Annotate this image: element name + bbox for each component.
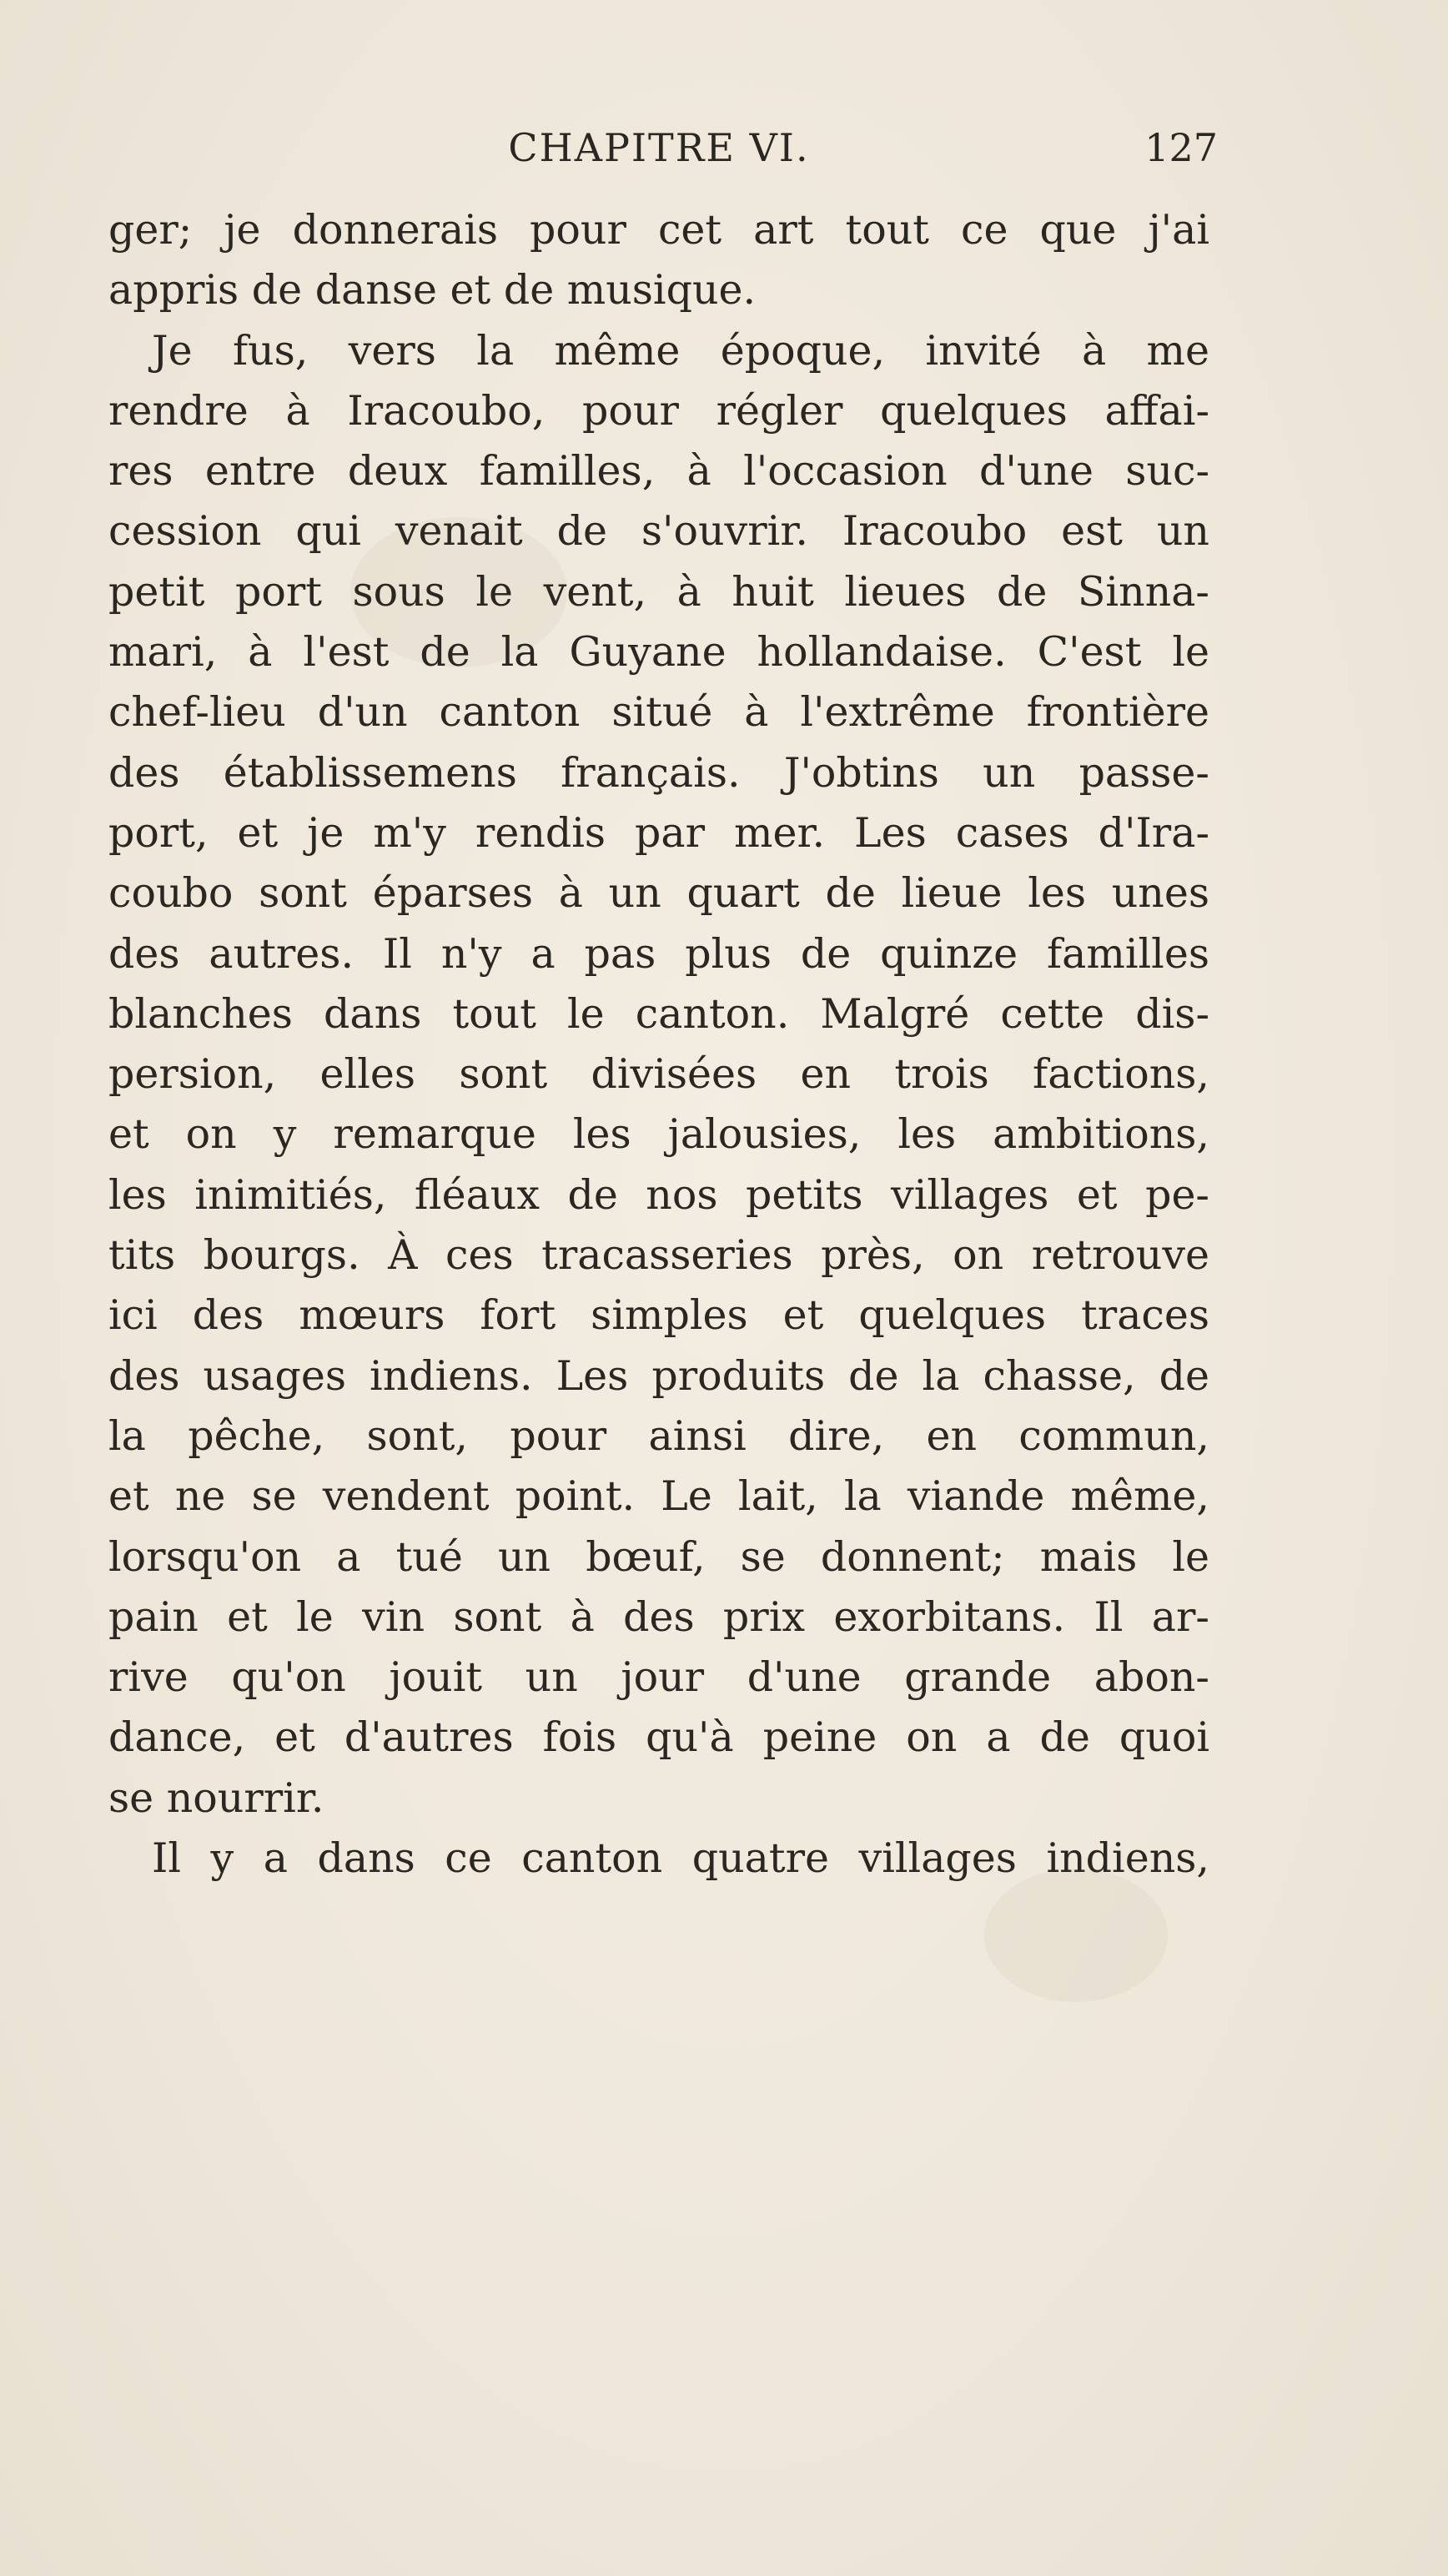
text-line: appris de danse et de musique. bbox=[108, 266, 757, 314]
text-line: chef-lieu d'un canton situé à l'extrême frontière bbox=[108, 688, 1209, 737]
text-line: des établissemens français. J'obtins un passe- bbox=[108, 748, 1209, 797]
text-line: la pêche, sont, pour ainsi dire, en commun, bbox=[108, 1411, 1209, 1460]
text-line: dance, et d'autres fois qu'à peine on a de quoi bbox=[108, 1713, 1209, 1762]
paragraph-first-line: Je fus, vers la même époque, invité à me bbox=[152, 326, 1209, 375]
text-line: des autres. Il n'y a pas plus de quinze familles bbox=[108, 929, 1209, 978]
text-line: cession qui venait de s'ouvrir. Iracoubo est un bbox=[108, 507, 1209, 556]
page-number: 127 bbox=[1144, 125, 1218, 170]
text-line: tits bourgs. À ces tracasseries près, on retrouve bbox=[108, 1231, 1209, 1280]
page-header bbox=[100, 125, 1218, 184]
text-line: rive qu'on jouit un jour d'une grande abon- bbox=[108, 1653, 1209, 1702]
body-text bbox=[108, 200, 1209, 1889]
text-line: coubo sont éparses à un quart de lieue les unes bbox=[108, 869, 1209, 918]
text-line: petit port sous le vent, à huit lieues de Sinna- bbox=[108, 567, 1209, 616]
text-line: et ne se vendent point. Le lait, la viande même, bbox=[108, 1472, 1209, 1521]
text-line: des usages indiens. Les produits de la chasse, de bbox=[108, 1351, 1209, 1400]
text-line: ici des mœurs fort simples et quelques traces bbox=[108, 1291, 1209, 1340]
text-line: persion, elles sont divisées en trois factions, bbox=[108, 1050, 1209, 1099]
text-line: rendre à Iracoubo, pour régler quelques affai- bbox=[108, 386, 1209, 435]
text-line: mari, à l'est de la Guyane hollandaise. C'est le bbox=[108, 628, 1209, 677]
text-line: ger; je donnerais pour cet art tout ce que j'ai bbox=[108, 206, 1209, 254]
text-line: port, et je m'y rendis par mer. Les cases d'Ira- bbox=[108, 808, 1209, 857]
text-line: et on y remarque les jalousies, les ambitions, bbox=[108, 1110, 1209, 1159]
text-line: lorsqu'on a tué un bœuf, se donnent; mais le bbox=[108, 1532, 1209, 1581]
text-line: res entre deux familles, à l'occasion d'une suc- bbox=[108, 447, 1209, 496]
paragraph-first-line: Il y a dans ce canton quatre villages indiens, bbox=[152, 1834, 1209, 1883]
text-line: les inimitiés, fléaux de nos petits villages et pe- bbox=[108, 1170, 1209, 1219]
running-title: CHAPITRE VI. bbox=[508, 125, 810, 170]
text-line: se nourrir. bbox=[108, 1774, 324, 1822]
text-line: pain et le vin sont à des prix exorbitans. Il ar- bbox=[108, 1592, 1209, 1641]
text-line: blanches dans tout le canton. Malgré cette dis- bbox=[108, 989, 1209, 1038]
